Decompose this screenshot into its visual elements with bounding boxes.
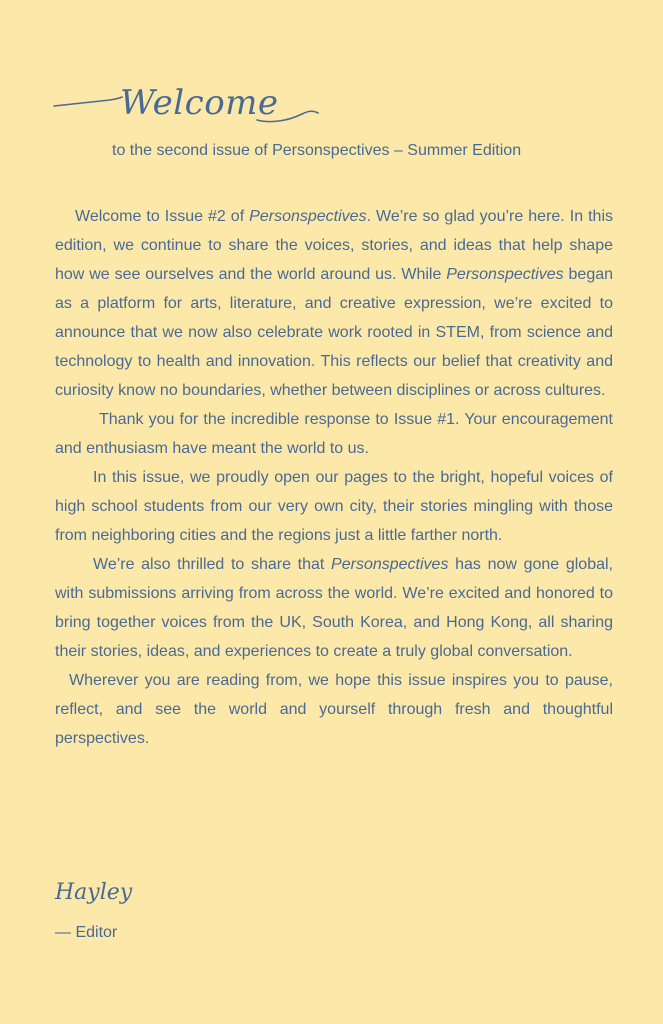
editor-signature: Hayley <box>55 880 133 905</box>
publication-name: Personspectives <box>446 266 564 283</box>
paragraph-1 <box>55 202 613 405</box>
paragraph-4 <box>55 550 613 666</box>
welcome-title: Welcome <box>120 83 279 123</box>
text-span: Welcome to Issue #2 of <box>75 208 250 225</box>
text-span: . We’re so glad you’re here. In this edition, we continue to share the voices, stories, and ideas that help shape how we see ourselves and the world around us. While <box>55 208 614 283</box>
paragraph-3: In this issue, we proudly open our pages to the bright, hopeful voices of high school students from our very own city, their stories mingling with those from neighboring cities and the regions just a little farther north. <box>55 469 613 544</box>
paragraph-5: Wherever you are reading from, we hope this issue inspires you to pause, reflect, and see the world and yourself through fresh and thoughtful perspectives. <box>55 672 613 747</box>
letter-body <box>55 202 613 753</box>
welcome-heading <box>52 80 332 136</box>
text-span: began as a platform for arts, literature, and creative expression, we’re excited to announce that we now also celebrate work rooted in STEM, from science and technology to health and innovation. This reflects our belief that creativity and curiosity know no boundaries, whether between disciplines or across cultures. <box>55 266 614 399</box>
paragraph-2: Thank you for the incredible response to Issue #1. Your encouragement and enthusiasm have meant the world to us. <box>55 411 613 457</box>
editor-label: — Editor <box>55 924 118 941</box>
publication-name: Personspectives <box>249 208 367 225</box>
publication-name: Personspectives <box>331 556 449 573</box>
subtitle: to the second issue of Personspectives – Summer Edition <box>112 142 522 159</box>
text-span: has now gone global, with submissions arriving from across the world. We’re excited and honored to bring together voices from the UK, South Korea, and Hong Kong, all sharing their stories, ideas, and experiences to create a truly global conversation. <box>55 556 614 660</box>
text-span: We’re also thrilled to share that <box>93 556 332 573</box>
